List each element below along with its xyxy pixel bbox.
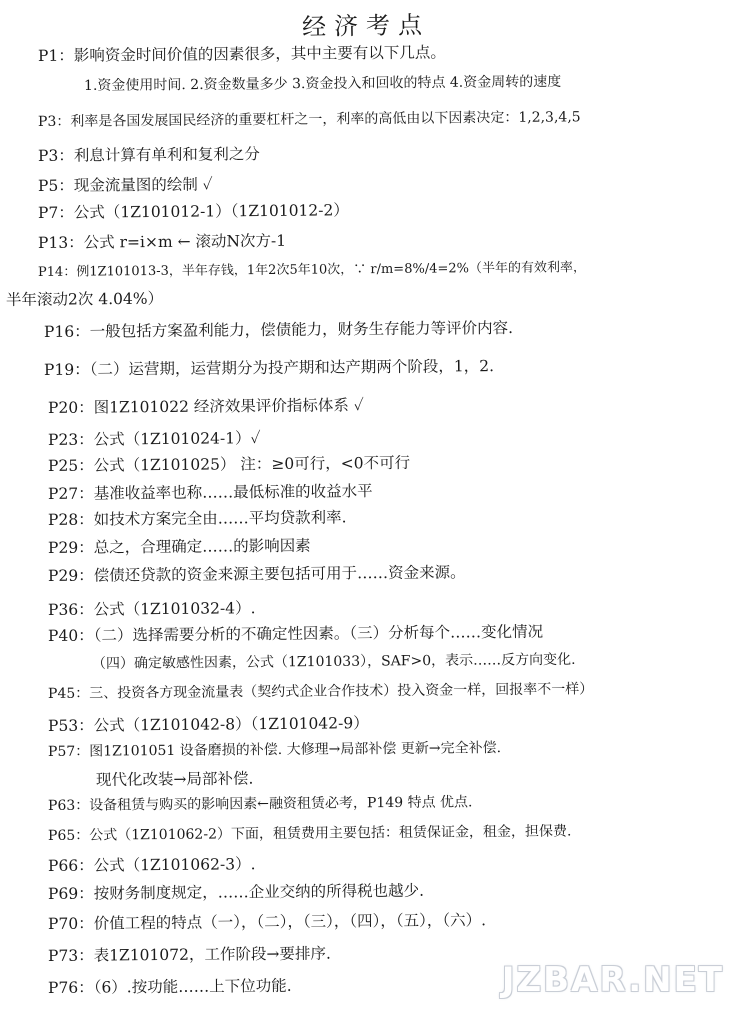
site-watermark: JZBAR.NET [501, 960, 724, 1000]
note-line-p16: P16：一般包括方案盈利能力，偿债能力，财务生存能力等评价内容. [43, 318, 514, 341]
note-line-p1-items: 1.资金使用时间. 2.资金数量多少 3.资金投入和回收的特点 4.资金周转的速度 [83, 73, 562, 94]
note-line-p45: P45：三、投资各方现金流量表（契约式企业合作技术）投入资金一样，回报率不一样） [47, 681, 594, 702]
note-line-p14-cont: 半年滚动2次 4.04%） [5, 289, 164, 309]
note-line-p53: P53：公式（1Z101042-8）（1Z101042-9） [47, 714, 369, 735]
note-line-p3a: P3：利率是各国发展国民经济的重要杠杆之一，利率的高低由以下因素决定：1,2,3,4,5 [37, 109, 581, 130]
note-line-p19: P19：（二）运营期，运营期分为投产期和达产期两个阶段，1，2. [43, 357, 495, 379]
note-line-p20: P20：图1Z101022 经济效果评价指标体系 ✓ [47, 396, 364, 417]
note-line-p57b: 现代化改装→局部补偿. [95, 769, 254, 789]
note-line-p27: P27：基准收益率也称……最低标准的收益水平 [47, 482, 373, 503]
note-line-p65: P65：公式（1Z101062-2）下面，租赁费用主要包括：租赁保证金，租金，担保费. [47, 823, 572, 844]
note-line-p23: P23：公式（1Z101024-1）✓ [47, 429, 261, 449]
page-title: 经济考点 [301, 10, 431, 42]
note-line-p57a: P57：图1Z101051 设备磨损的补偿. 大修理→局部补偿 更新→完全补偿. [47, 740, 502, 760]
note-line-p76: P76：（6）.按功能……上下位功能. [47, 976, 292, 997]
note-line-p73: P73：表1Z101072，工作阶段→要排序. [47, 944, 331, 965]
note-line-p7: P7：公式（1Z101012-1）（1Z101012-2） [37, 201, 349, 222]
note-line-p1: P1：影响资金时间价值的因素很多，其中主要有以下几点。 [37, 43, 446, 65]
note-line-p25: P25：公式（1Z101025） 注：≥0可行，<0不可行 [47, 453, 411, 475]
note-line-p66: P66：公式（1Z101062-3）. [47, 855, 256, 875]
note-line-p69: P69：按财务制度规定，……企业交纳的所得税也越少. [47, 881, 425, 903]
note-line-p70: P70：价值工程的特点（一），（二），（三），（四），（五），（六）. [47, 911, 487, 933]
note-line-p3b: P3：利息计算有单利和复利之分 [37, 145, 260, 165]
note-line-p14: P14：例1Z101013-3，半年存钱，1年2次5年10次，∵ r/m=8%/4=2%（半年的有效利率， [37, 260, 587, 280]
note-line-p63: P63：设备租赁与购买的影响因素←融资租赁必考，P149 特点 优点. [47, 794, 473, 814]
note-line-p29b: P29：偿债还贷款的资金来源主要包括可用于……资金来源。 [47, 563, 466, 585]
note-line-p36: P36：公式（1Z101032-4）. [47, 599, 256, 619]
note-line-p29a: P29：总之，合理确定……的影响因素 [47, 536, 311, 557]
note-line-p5: P5：现金流量图的绘制 ✓ [37, 175, 213, 195]
note-line-p28: P28：如技术方案完全由……平均贷款利率. [47, 508, 347, 529]
note-line-p40b: （四）确定敏感性因素，公式（1Z101033），SAF>0，表示……反方向变化. [91, 651, 576, 672]
note-line-p40a: P40：（二）选择需要分析的不确定性因素。（三）分析每个……变化情况 [47, 622, 544, 645]
note-line-p13: P13：公式 r=i×m ← 滚动N次方-1 [37, 231, 287, 252]
